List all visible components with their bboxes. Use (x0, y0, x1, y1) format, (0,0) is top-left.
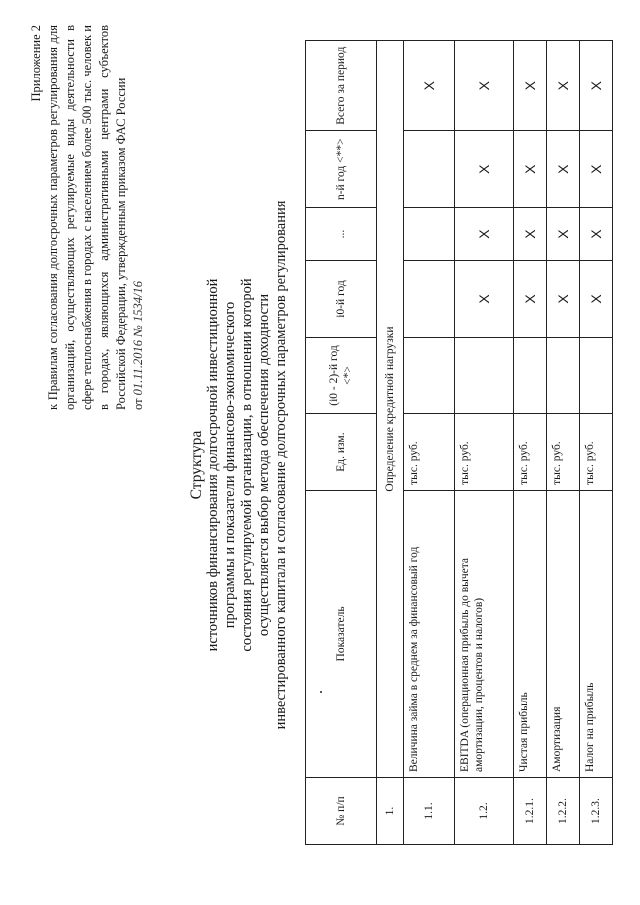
row-cell: X (580, 131, 613, 208)
row-cell (455, 337, 514, 414)
row-cell (404, 131, 455, 208)
row-unit: тыс. руб. (514, 414, 547, 491)
row-cell: X (580, 41, 613, 131)
row-num: 1.2.2. (547, 778, 580, 845)
row-cell (580, 337, 613, 414)
appendix-note (28, 25, 147, 410)
row-cell (404, 208, 455, 261)
row-cell: X (455, 41, 514, 131)
table-row (580, 41, 613, 845)
header-indicator: Показатель (306, 490, 377, 777)
appendix-date-prefix: от (131, 398, 145, 410)
header-year-i0: i0-й год (306, 261, 377, 338)
row-cell: X (455, 131, 514, 208)
row-num: 1.2.1. (514, 778, 547, 845)
header-year-n: n-й год <**> (306, 131, 377, 208)
row-label: EBITDA (операционная прибыль до вычета амортизации, процентов и налогов) (455, 490, 514, 777)
header-unit: Ед. изм. (306, 414, 377, 491)
title-main: Структура (188, 430, 205, 500)
row-unit: тыс. руб. (404, 414, 455, 491)
row-num: 1.2.3. (580, 778, 613, 845)
row-cell: X (514, 41, 547, 131)
row-cell: X (580, 208, 613, 261)
title-line: источников финансирования долгосрочной инвестиционной (205, 278, 221, 652)
table-row (455, 41, 514, 845)
table-row (514, 41, 547, 845)
row-cell (404, 261, 455, 338)
row-unit: тыс. руб. (547, 414, 580, 491)
row-cell: X (514, 131, 547, 208)
row-label: Амортизация (547, 490, 580, 777)
row-cell: X (547, 41, 580, 131)
row-unit: тыс. руб. (455, 414, 514, 491)
table-row (404, 41, 455, 845)
header-total: Всего за период (306, 41, 377, 131)
title-line: состояния регулируемой организации, в отношении которой (239, 278, 255, 652)
appendix-handwritten-date: 01.11.2016 № 1534/16 (131, 280, 145, 396)
row-cell: X (580, 261, 613, 338)
row-cell (547, 337, 580, 414)
indicators-table (305, 40, 613, 845)
row-cell: X (547, 208, 580, 261)
title-line: инвестированного капитала и согласование долгосрочных параметров регулирования (273, 200, 289, 730)
document-title (188, 145, 290, 785)
row-num: 1.1. (404, 778, 455, 845)
title-line: программы и показатели финансово-экономического (222, 301, 238, 629)
row-cell: X (455, 261, 514, 338)
section-row (377, 41, 404, 845)
row-label: Чистая прибыль (514, 490, 547, 777)
row-cell: X (455, 208, 514, 261)
header-num: № п/п (306, 778, 377, 845)
row-cell: X (514, 261, 547, 338)
scan-speck (320, 691, 322, 693)
row-label: Величина займа в среднем за финансовый год (404, 490, 455, 777)
header-ellipsis: ... (306, 208, 377, 261)
header-year-i0-minus-2: (i0 - 2)-й год <*> (306, 337, 377, 414)
section-label: Определение кредитной нагрузки (377, 41, 404, 778)
section-num: 1. (377, 778, 404, 845)
title-line: осуществляется выбор метода обеспечения доходности (256, 293, 272, 637)
appendix-body: к Правилам согласования долгосрочных параметров регулирования для организаций, осуществляющих регулируемые виды деятельности в сфере теплоснабжения в городах с населением более 500 тыс. человек и в городах, являющихся административными центрами субъектов Российской Федерации, утвержденным приказом ФАС России (46, 25, 128, 410)
table-row (547, 41, 580, 845)
table-header-row (306, 41, 377, 845)
appendix-heading: Приложение 2 (29, 25, 43, 102)
row-cell: X (547, 131, 580, 208)
row-cell: X (514, 208, 547, 261)
row-cell (404, 337, 455, 414)
row-label: Налог на прибыль (580, 490, 613, 777)
row-num: 1.2. (455, 778, 514, 845)
row-cell: X (547, 261, 580, 338)
row-unit: тыс. руб. (580, 414, 613, 491)
row-cell (514, 337, 547, 414)
row-cell: X (404, 41, 455, 131)
